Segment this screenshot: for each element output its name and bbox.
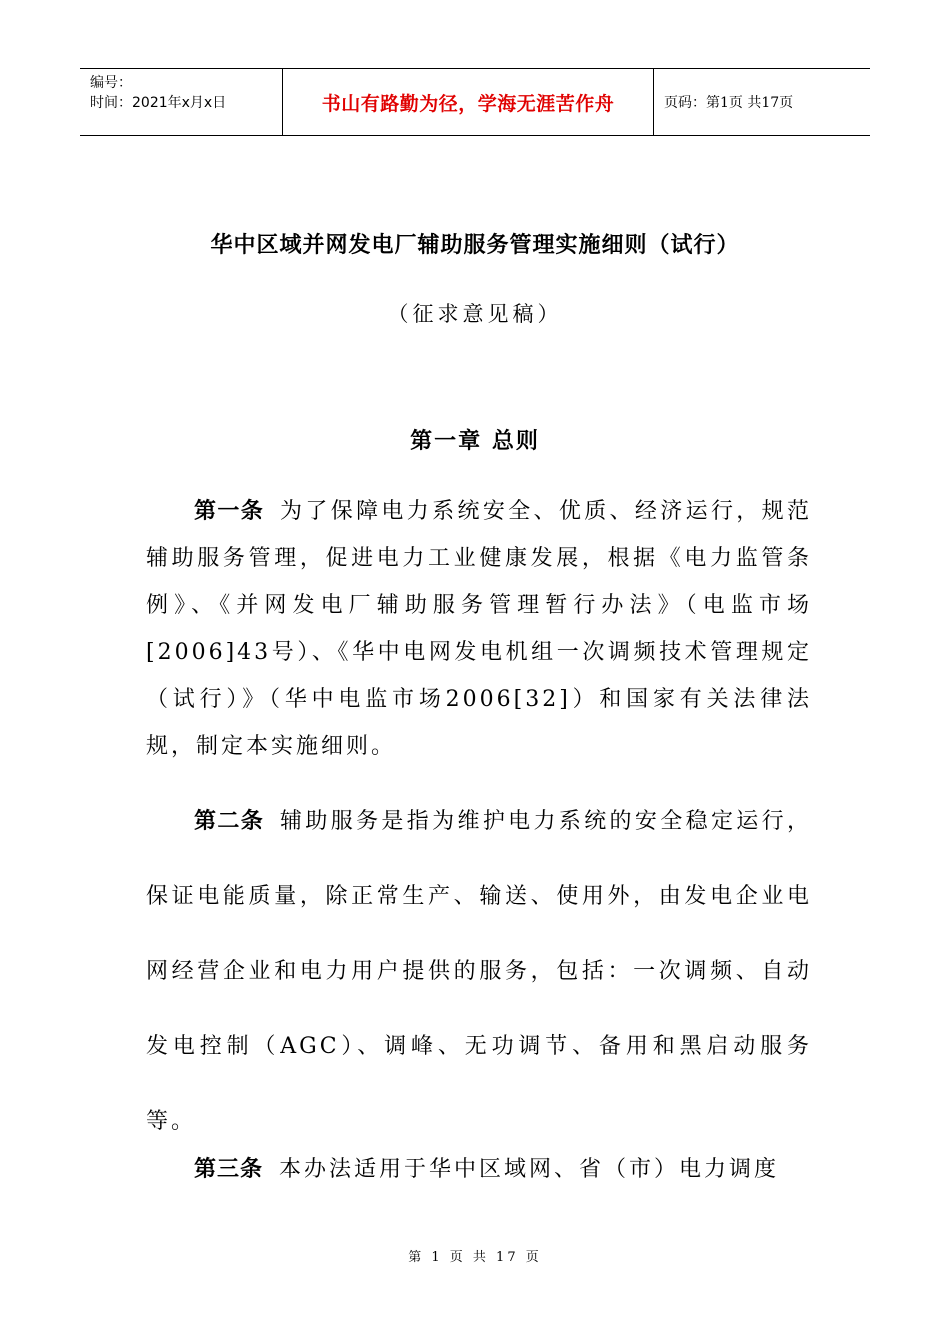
article-label: 第二条 (194, 809, 265, 834)
page-code: 页码：第1页 共17页 (664, 95, 794, 111)
chapter-heading: 第一章 总则 (410, 429, 540, 454)
article-text: 为了保障电力系统安全、优质、经济运行，规范辅助服务管理，促进电力工业健康发展，根据《电力监管条例》、《并网发电厂辅助服务管理暂行办法》（电监市场[2006]43号）、《华中电网发电机组一次调频技术管理规定（试行）》（华中电监市场2006[32]）和国家有关法律法规，制定本实施细则。 (146, 499, 812, 759)
number-label: 编号： (90, 75, 132, 91)
article-2 (146, 784, 812, 1159)
article-text: 辅助服务是指为维护电力系统的安全稳定运行，保证电能质量，除正常生产、输送、使用外，由发电企业电网经营企业和电力用户提供的服务，包括：一次调频、自动发电控制（AGC）、调峰、无功调节、备用和黑启动服务等。 (146, 809, 812, 1134)
article-3 (146, 1146, 812, 1193)
motto-text: 书山有路勤为径，学海无涯苦作舟 (321, 92, 615, 115)
page-footer: 第 1 页 共 17 页 (408, 1250, 542, 1265)
header-page-cell (654, 69, 870, 135)
article-1 (146, 488, 812, 770)
document-header (80, 68, 870, 136)
header-motto-cell (282, 69, 654, 135)
article-text: 本办法适用于华中区域网、省（市）电力调度 (279, 1157, 780, 1182)
header-meta (80, 69, 282, 135)
time-label: 时间：2021年x月x日 (90, 95, 227, 111)
document-subtitle: （征求意见稿） (387, 302, 563, 326)
article-label: 第一条 (194, 499, 265, 524)
document-title: 华中区域并网发电厂辅助服务管理实施细则（试行） (210, 233, 740, 258)
article-label: 第三条 (194, 1157, 264, 1182)
